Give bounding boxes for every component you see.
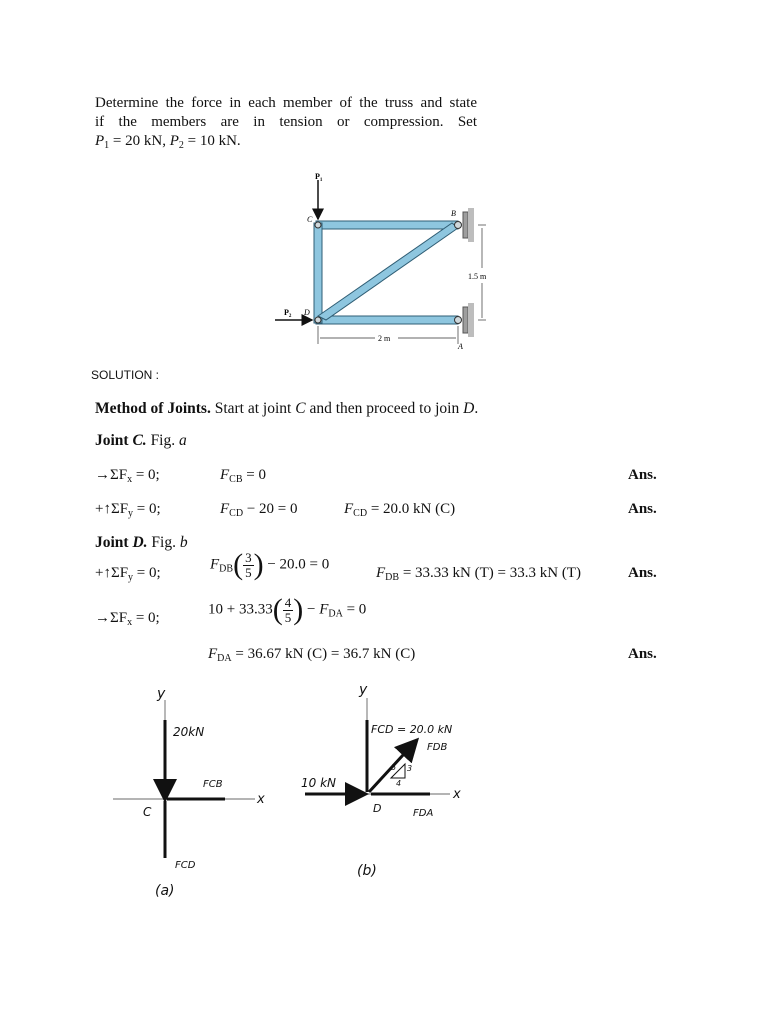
label-p2: $P_2$	[284, 308, 292, 319]
fbd-b-y-label: y	[359, 682, 368, 698]
solution-label: SOLUTION :	[91, 368, 160, 382]
joint-c-heading: Joint C. Fig. a	[95, 432, 187, 449]
support-a	[463, 303, 474, 337]
joint-c-ans2: Ans.	[628, 501, 657, 517]
joint-c-eq1-lhs: $\to\Sigma F_x = 0$;	[95, 467, 160, 485]
fbd-b-fdb: FDB	[427, 742, 448, 753]
joint-d-eq3: $F_{DA} = 36.67$ kN (C) = 36.7 kN (C)	[208, 646, 416, 664]
dim-width: 2 m	[378, 334, 391, 343]
fbd-b-fda: FDA	[413, 808, 434, 819]
joint-d-heading: Joint D. Fig. b	[95, 534, 188, 551]
free-body-diagrams	[95, 680, 475, 905]
joint-c-eq2-rhs: $F_{CD} - 20 = 0$	[220, 501, 298, 519]
fbd-a	[113, 686, 265, 899]
fbd-b-tri-3: 3	[407, 764, 413, 773]
member-db	[318, 223, 458, 320]
fbd-a-y-label: y	[157, 686, 166, 702]
joint-c-eq1-rhs: $F_{CB} = 0$	[220, 467, 266, 485]
label-b: B	[451, 209, 456, 218]
fbd-a-caption: (a)	[155, 883, 175, 899]
dim-height: 1.5 m	[468, 272, 487, 281]
truss-figure	[270, 168, 510, 358]
fbd-b-load: 10 kN	[301, 776, 337, 790]
fbd-b	[301, 682, 461, 879]
fbd-b-fcd: FCD = 20.0 kN	[371, 723, 453, 736]
label-d: D	[304, 308, 310, 317]
fbd-a-load: 20kN	[173, 725, 205, 739]
joint-d-eq1-lhs: $+↑\Sigma F_y = 0$;	[95, 565, 161, 583]
member-cd	[314, 223, 322, 323]
problem-statement	[95, 94, 477, 155]
fbd-b-tri-5: 5	[391, 763, 397, 772]
problem-line-1: Determine the force in each member of the truss and state	[95, 95, 477, 111]
joint-d-eq1-rhs: $F_{DB}$( $\frac{3}{5}$ ) − 20.0 = 0	[210, 548, 330, 581]
joint-d-eq2-rhs: 10 + 33.33( $\frac{4}{5}$ ) − $F_{DA} = 0$	[208, 593, 367, 626]
joint-c-eq2-result: $F_{CD} = 20.0$ kN (C)	[344, 501, 456, 519]
joint-c-eq2-lhs: $+↑\Sigma F_y = 0$;	[95, 501, 161, 519]
fbd-b-d-label: D	[373, 802, 382, 815]
joint-d-eq1-result: $F_{DB} = 33.33$ kN (T) = 33.3 kN (T)	[376, 565, 581, 583]
support-b	[463, 208, 474, 242]
fbd-a-fcb: FCB	[203, 779, 223, 790]
method-heading: Method of Joints. Start at joint C and then proceed to join D.	[95, 400, 479, 417]
member-da	[316, 316, 458, 324]
problem-line-2: if the members are in tension or compression. Set	[95, 114, 477, 130]
label-a: A	[458, 342, 463, 351]
problem-line-3: $P_1 = 20$ kN, $P_2 = 10$ kN.	[95, 133, 241, 151]
fbd-a-fcd: FCD	[175, 860, 196, 871]
fbd-b-caption: (b)	[357, 863, 377, 879]
joint-c-ans1: Ans.	[628, 467, 657, 483]
label-c: C	[307, 215, 313, 224]
joint-d-ans1: Ans.	[628, 565, 657, 581]
fbd-a-c-label: C	[143, 805, 152, 819]
fbd-b-x-label: x	[453, 787, 461, 802]
label-p1: $P_1$	[315, 172, 323, 183]
joint-d-eq2-lhs: $\to\Sigma F_x = 0$;	[95, 610, 160, 628]
joint-d-ans2: Ans.	[628, 646, 657, 662]
member-cb	[316, 221, 458, 229]
fbd-a-x-label: x	[257, 792, 265, 807]
fbd-b-tri-4: 4	[396, 779, 402, 788]
